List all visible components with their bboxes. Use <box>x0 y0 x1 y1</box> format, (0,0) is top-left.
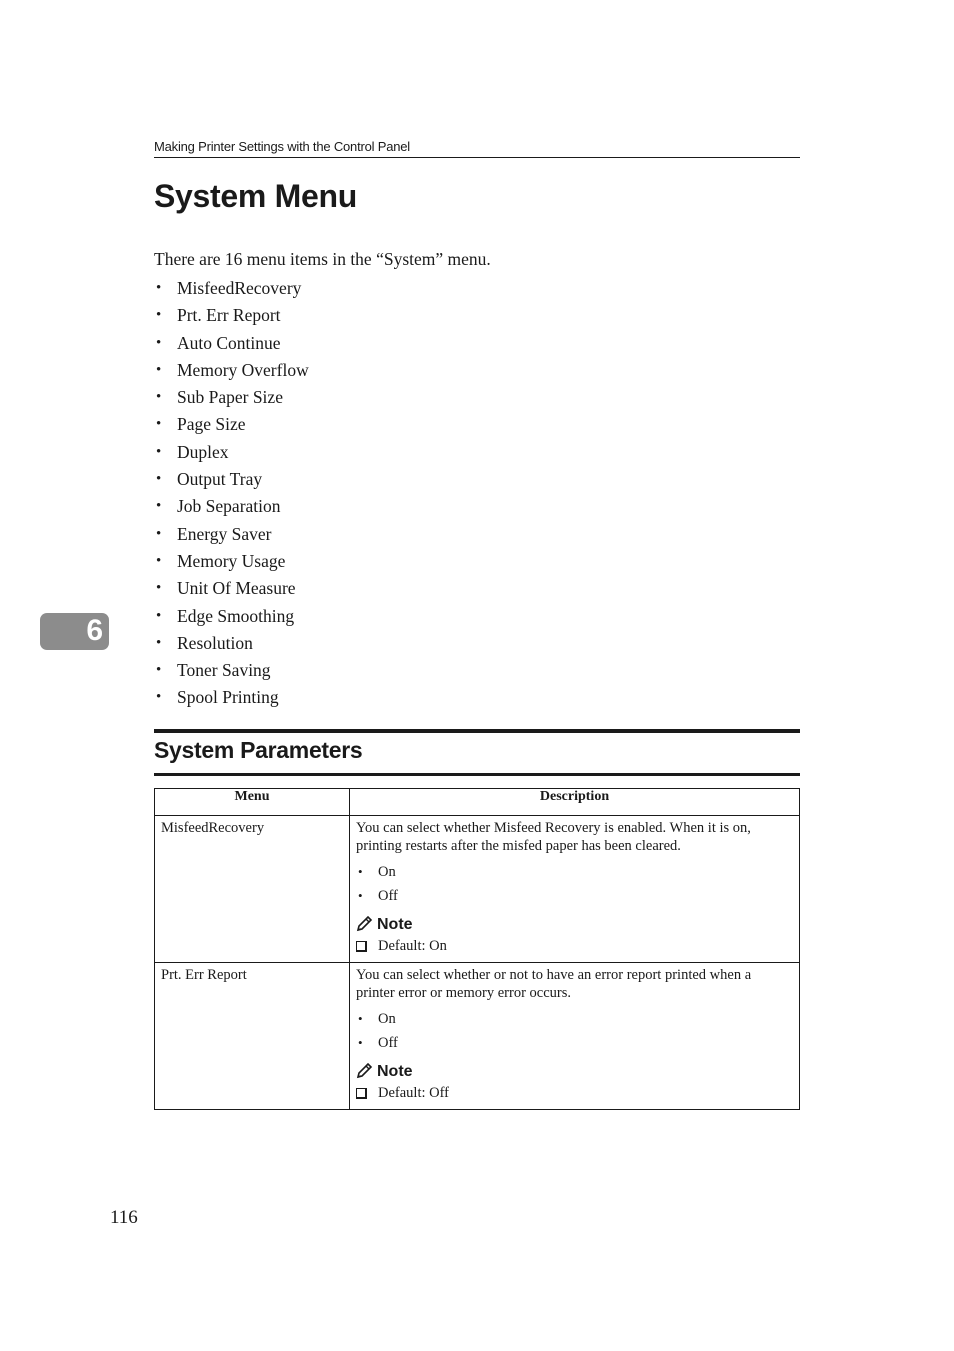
pencil-note-icon <box>356 916 374 932</box>
option-item: • Off <box>356 884 793 908</box>
list-item: • Auto Continue <box>154 330 309 357</box>
note-item <box>356 936 793 956</box>
page-number: 116 <box>110 1207 138 1228</box>
list-item: • Memory Usage <box>154 548 309 575</box>
bullet-icon: • <box>358 888 363 903</box>
note-label: Note <box>377 1063 413 1080</box>
bullet-icon: • <box>156 334 162 351</box>
bullet-icon: • <box>156 361 162 378</box>
section-rule-bottom <box>154 773 800 776</box>
bullet-icon: • <box>156 552 162 569</box>
bullet-icon: • <box>156 525 162 542</box>
checkbox-square-icon <box>356 941 367 952</box>
list-item: • Output Tray <box>154 466 309 493</box>
bullet-icon: • <box>156 607 162 624</box>
bullet-icon: • <box>358 1035 363 1050</box>
menu-cell: MisfeedRecovery <box>155 816 350 963</box>
bullet-icon: • <box>358 1011 363 1026</box>
bullet-icon: • <box>156 280 162 296</box>
description-text: You can select whether or not to have an error report printed when a printer error or memory error occurs. <box>356 967 752 1001</box>
bullet-icon: • <box>156 307 162 324</box>
option-list <box>356 1007 793 1055</box>
bullet-icon: • <box>156 498 162 515</box>
column-header-menu: Menu <box>155 789 350 816</box>
bullet-icon: • <box>156 580 162 597</box>
menu-item-list <box>154 275 309 712</box>
description-text: You can select whether Misfeed Recovery is enabled. When it is on, printing restarts after the misfed paper has been cleared. <box>356 820 751 854</box>
table-row <box>155 816 800 963</box>
bullet-icon: • <box>156 389 162 406</box>
list-item: • Prt. Err Report <box>154 302 309 329</box>
list-item: • Sub Paper Size <box>154 384 309 411</box>
note-label: Note <box>377 916 413 933</box>
note-heading <box>356 1061 793 1083</box>
list-item: • Energy Saver <box>154 521 309 548</box>
bullet-icon: • <box>156 443 162 460</box>
page-title: System Menu <box>154 178 357 214</box>
note-heading <box>356 914 793 936</box>
section-rule-top <box>154 729 800 733</box>
list-item: • Edge Smoothing <box>154 603 309 630</box>
table-header-row <box>155 789 800 816</box>
bullet-icon: • <box>156 634 162 651</box>
bullet-icon: • <box>156 689 162 706</box>
list-item: • Resolution <box>154 630 309 657</box>
note-text: Default: On <box>378 938 447 954</box>
menu-cell: Prt. Err Report <box>155 963 350 1110</box>
pencil-note-icon <box>356 1063 374 1079</box>
list-item: • Duplex <box>154 439 309 466</box>
list-item: • Unit Of Measure <box>154 575 309 602</box>
option-item: • On <box>356 1007 793 1031</box>
table-row <box>155 963 800 1110</box>
chapter-tab <box>40 613 109 650</box>
bullet-icon: • <box>358 864 363 879</box>
system-parameters-table <box>154 788 800 1110</box>
description-cell <box>350 816 800 963</box>
bullet-icon: • <box>156 662 162 679</box>
option-list <box>356 860 793 908</box>
section-title: System Parameters <box>154 737 363 763</box>
list-item: • Spool Printing <box>154 684 309 711</box>
bullet-icon: • <box>156 416 162 433</box>
chapter-number: 6 <box>86 614 103 647</box>
bullet-icon: • <box>156 471 162 488</box>
description-cell <box>350 963 800 1110</box>
list-item: • MisfeedRecovery <box>154 275 309 302</box>
list-item: • Job Separation <box>154 493 309 520</box>
note-item <box>356 1083 793 1103</box>
checkbox-square-icon <box>356 1088 367 1099</box>
intro-text: There are 16 menu items in the “System” menu. <box>154 249 491 269</box>
option-item: • On <box>356 860 793 884</box>
note-text: Default: Off <box>378 1085 449 1101</box>
running-header: Making Printer Settings with the Control Panel <box>154 139 800 158</box>
option-item: • Off <box>356 1031 793 1055</box>
list-item: • Page Size <box>154 411 309 438</box>
list-item: • Toner Saving <box>154 657 309 684</box>
column-header-description: Description <box>350 789 800 816</box>
list-item: • Memory Overflow <box>154 357 309 384</box>
